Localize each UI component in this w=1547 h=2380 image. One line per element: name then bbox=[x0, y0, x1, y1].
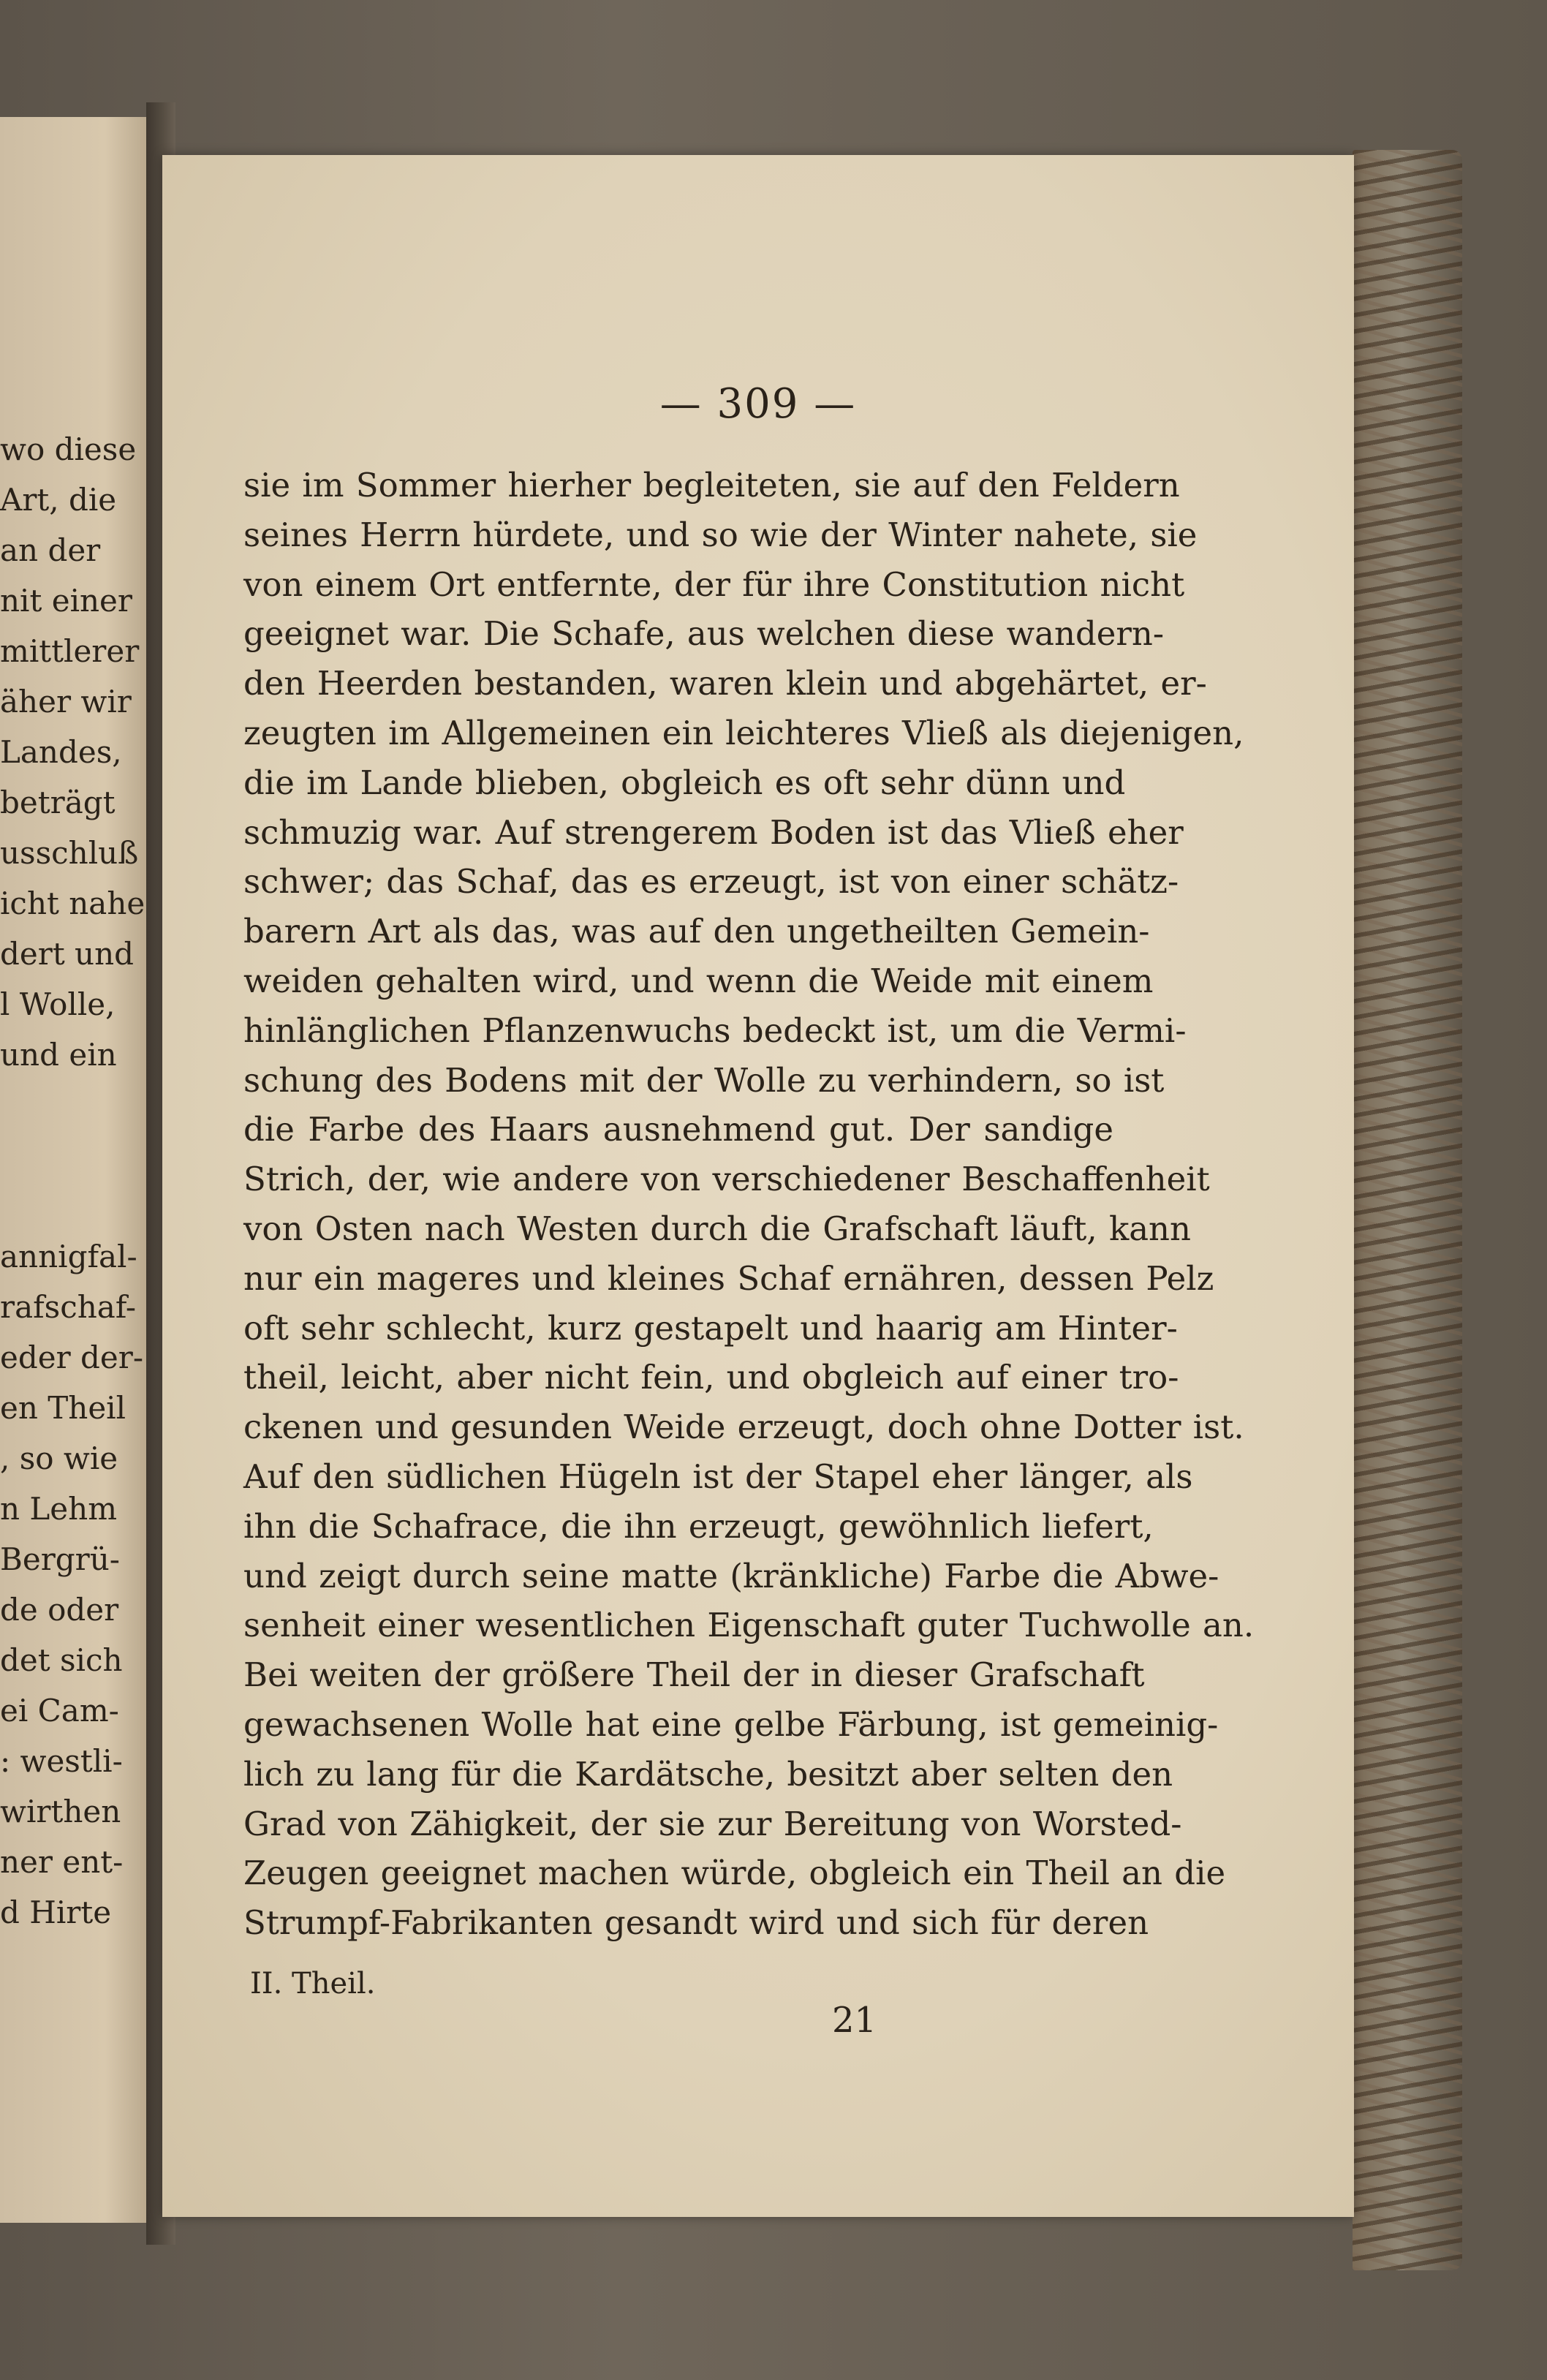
sheet-number: 21 bbox=[832, 2000, 877, 2041]
facing-text-line: usschluß bbox=[0, 835, 139, 871]
facing-text-line: de oder bbox=[0, 1592, 119, 1628]
facing-text-line: Landes, bbox=[0, 734, 122, 770]
text-line: Zeugen geeignet machen würde, obgleich ein Theil an die bbox=[243, 1854, 1226, 1893]
facing-text-line: : westli- bbox=[0, 1743, 123, 1779]
facing-text-line: , so wie bbox=[0, 1440, 118, 1476]
facing-page-text bbox=[0, 424, 146, 1938]
text-line: senheit einer wesentlichen Eigenschaft guter Tuchwolle an. bbox=[243, 1606, 1255, 1645]
text-line: seines Herrn hürdete, und so wie der Winter nahete, sie bbox=[243, 515, 1198, 554]
facing-text-line bbox=[0, 1181, 146, 1231]
text-line: oft sehr schlecht, kurz gestapelt und haarig am Hinter- bbox=[243, 1308, 1178, 1348]
text-line: ckenen und gesunden Weide erzeugt, doch ohne Dotter ist. bbox=[243, 1408, 1244, 1447]
facing-text-line: n Lehm bbox=[0, 1491, 118, 1527]
volume-signature: II. Theil. bbox=[250, 1967, 376, 2001]
facing-text-line: wirthen bbox=[0, 1794, 121, 1829]
facing-text-line: icht nahe bbox=[0, 885, 145, 921]
facing-text-line: wo diese bbox=[0, 431, 137, 467]
text-line: von einem Ort entfernte, der für ihre Constitution nicht bbox=[243, 564, 1185, 604]
page-number-header: — 309 — bbox=[659, 380, 857, 428]
text-line: hinlänglichen Pflanzenwuchs bedeckt ist, um die Vermi- bbox=[243, 1010, 1187, 1050]
facing-text-line: det sich bbox=[0, 1642, 123, 1678]
facing-text-line: und ein bbox=[0, 1037, 117, 1073]
facing-text-line bbox=[0, 1130, 146, 1181]
facing-text-line: en Theil bbox=[0, 1390, 126, 1426]
facing-text-line: Bergrü- bbox=[0, 1541, 121, 1577]
text-line: Strich, der, wie andere von verschiedener Beschaffenheit bbox=[243, 1160, 1210, 1199]
text-line: Grad von Zähigkeit, der sie zur Bereitung von Worsted- bbox=[243, 1804, 1182, 1843]
facing-text-line: äher wir bbox=[0, 684, 132, 719]
text-line: schmuzig war. Auf strengerem Boden ist das Vließ eher bbox=[243, 812, 1184, 852]
text-line: ihn die Schafrace, die ihn erzeugt, gewöhnlich liefert, bbox=[243, 1506, 1154, 1546]
text-line: den Heerden bestanden, waren klein und abgehärtet, er- bbox=[243, 664, 1207, 703]
facing-text-line: dert und bbox=[0, 936, 135, 972]
facing-text-line: an der bbox=[0, 532, 101, 568]
page-body-text bbox=[243, 461, 1255, 1948]
facing-text-line: mittlerer bbox=[0, 633, 140, 669]
facing-text-line: d Hirte bbox=[0, 1894, 112, 1930]
text-line: theil, leicht, aber nicht fein, und obgleich auf einer tro- bbox=[243, 1358, 1179, 1397]
text-line: barern Art als das, was auf den ungetheilten Gemein- bbox=[243, 912, 1150, 951]
text-line: die Farbe des Haars ausnehmend gut. Der sandige bbox=[243, 1110, 1113, 1149]
text-line: und zeigt durch seine matte (kränkliche) Farbe die Abwe- bbox=[243, 1556, 1219, 1595]
text-line: lich zu lang für die Kardätsche, besitzt aber selten den bbox=[243, 1754, 1173, 1794]
text-line: gewachsenen Wolle hat eine gelbe Färbung, ist gemeinig- bbox=[243, 1704, 1219, 1744]
text-line: von Osten nach Westen durch die Grafschaft läuft, kann bbox=[243, 1209, 1192, 1248]
text-line: Auf den südlichen Hügeln ist der Stapel eher länger, als bbox=[243, 1457, 1193, 1496]
facing-text-line: rafschaf- bbox=[0, 1289, 137, 1325]
facing-text-line: annigfal- bbox=[0, 1239, 137, 1274]
text-line: weiden gehalten wird, und wenn die Weide mit einem bbox=[243, 961, 1154, 1000]
text-line: Bei weiten der größere Theil der in dieser Grafschaft bbox=[243, 1655, 1145, 1695]
text-line: nur ein mageres und kleines Schaf ernähren, dessen Pelz bbox=[243, 1258, 1214, 1298]
text-line: die im Lande blieben, obgleich es oft sehr dünn und bbox=[243, 763, 1126, 802]
facing-page bbox=[0, 117, 150, 2223]
marbled-board-edge bbox=[1353, 150, 1462, 2270]
facing-text-line: ner ent- bbox=[0, 1844, 124, 1880]
text-line: zeugten im Allgemeinen ein leichteres Vließ als diejenigen, bbox=[243, 713, 1244, 752]
facing-text-line: nit einer bbox=[0, 583, 132, 619]
facing-text-line: eder der- bbox=[0, 1340, 144, 1375]
facing-text-line: ei Cam- bbox=[0, 1693, 119, 1729]
facing-text-line: beträgt bbox=[0, 785, 116, 820]
text-line: Strumpf-Fabrikanten gesandt wird und sich für deren bbox=[243, 1903, 1149, 1943]
facing-text-line: Art, die bbox=[0, 482, 117, 518]
text-line: sie im Sommer hierher begleiteten, sie auf den Feldern bbox=[243, 466, 1180, 505]
text-line: schwer; das Schaf, das es erzeugt, ist von einer schätz- bbox=[243, 862, 1179, 902]
text-line: schung des Bodens mit der Wolle zu verhindern, so ist bbox=[243, 1060, 1165, 1100]
text-line: geeignet war. Die Schafe, aus welchen diese wandern- bbox=[243, 614, 1165, 654]
facing-text-line bbox=[0, 1080, 146, 1130]
facing-text-line: l Wolle, bbox=[0, 986, 116, 1022]
